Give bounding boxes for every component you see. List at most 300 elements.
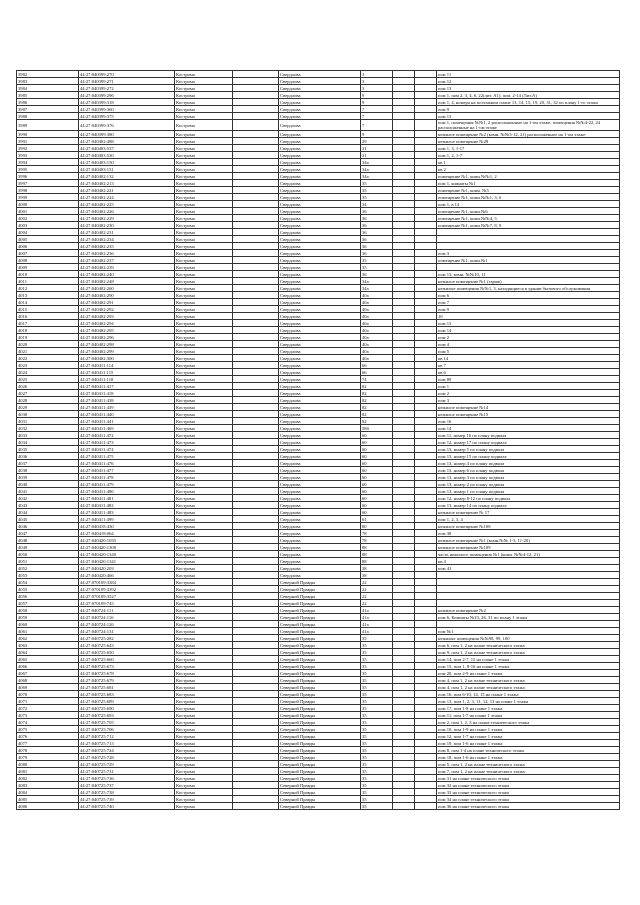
table-row bbox=[17, 131, 620, 138]
district-cell bbox=[233, 313, 279, 320]
street-cell: Северной Правды bbox=[279, 593, 361, 600]
premises-description-cell: пом №1 bbox=[437, 628, 620, 635]
cadastral-number-cell: 44:27:040402:226 bbox=[79, 208, 175, 215]
city-cell: Кострома bbox=[175, 565, 233, 572]
premises-description-cell: пом 2, пом 1, 2, 3 на плане технического этажа bbox=[437, 719, 620, 726]
building-cell bbox=[393, 495, 415, 502]
premises-description-cell: нежилое помещение №2 bbox=[437, 607, 620, 614]
table-row bbox=[17, 257, 620, 264]
street-cell: Свердлова bbox=[279, 530, 361, 537]
row-number-cell: 3993 bbox=[17, 152, 79, 159]
letter-cell bbox=[415, 789, 437, 796]
district-cell bbox=[233, 250, 279, 257]
row-number-cell: 4004 bbox=[17, 229, 79, 236]
house-number-cell: 78 bbox=[361, 537, 393, 544]
street-cell: Северной Правды bbox=[279, 698, 361, 705]
table-row bbox=[17, 460, 620, 467]
premises-description-cell: пом 32 на плане технического этажа bbox=[437, 782, 620, 789]
cadastral-number-cell: 44:27:040725:650 bbox=[79, 649, 175, 656]
street-cell: Северной Правды bbox=[279, 712, 361, 719]
letter-cell bbox=[415, 579, 437, 586]
house-number-cell: 82 bbox=[361, 397, 393, 404]
building-cell bbox=[393, 299, 415, 306]
building-cell bbox=[393, 446, 415, 453]
cadastral-number-cell: 44:27:040725:706 bbox=[79, 726, 175, 733]
building-cell bbox=[393, 670, 415, 677]
cadastral-number-cell: 44:27:040399:270 bbox=[79, 71, 175, 78]
letter-cell bbox=[415, 530, 437, 537]
row-number-cell: 4029 bbox=[17, 404, 79, 411]
row-number-cell: 4012 bbox=[17, 285, 79, 292]
street-cell: Свердлова bbox=[279, 180, 361, 187]
building-cell bbox=[393, 544, 415, 551]
letter-cell bbox=[415, 348, 437, 355]
house-number-cell: 66 bbox=[361, 362, 393, 369]
row-number-cell: 4036 bbox=[17, 453, 79, 460]
cadastral-number-cell: 44:27:040402:236 bbox=[79, 250, 175, 257]
row-number-cell: 4070 bbox=[17, 691, 79, 698]
cadastral-number-cell: 44:27:040399:380 bbox=[79, 131, 175, 138]
cadastral-number-cell: 44:27:040420:1300 bbox=[79, 544, 175, 551]
letter-cell bbox=[415, 649, 437, 656]
cadastral-number-cell: 44:27:040399:318 bbox=[79, 99, 175, 106]
row-number-cell: 4040 bbox=[17, 481, 79, 488]
street-cell: Свердлова bbox=[279, 152, 361, 159]
row-number-cell: 4064 bbox=[17, 649, 79, 656]
street-cell: Свердлова bbox=[279, 187, 361, 194]
cadastral-number-cell: 44:27:040725:737 bbox=[79, 782, 175, 789]
street-cell: Свердлова bbox=[279, 229, 361, 236]
house-number-cell: 35 bbox=[361, 187, 393, 194]
premises-description-cell: нежилое помещение №108 bbox=[437, 523, 620, 530]
premises-description-cell: пом 17, пом 1-8 на плане 1 этажа bbox=[437, 705, 620, 712]
cadastral-number-cell: 44:27:040411:499 bbox=[79, 516, 175, 523]
table-row bbox=[17, 320, 620, 327]
city-cell: Кострома bbox=[175, 670, 233, 677]
row-number-cell: 4051 bbox=[17, 558, 79, 565]
cadastral-number-cell: 44:27:040725:689 bbox=[79, 698, 175, 705]
table-row bbox=[17, 152, 620, 159]
city-cell: Кострома bbox=[175, 131, 233, 138]
row-number-cell: 4015 bbox=[17, 306, 79, 313]
letter-cell bbox=[415, 747, 437, 754]
premises-description-cell: нежилые помещения №№1, 3, находящиеся в здании бытового обслуживания bbox=[437, 285, 620, 292]
table-row bbox=[17, 369, 620, 376]
city-cell: Кострома bbox=[175, 502, 233, 509]
cadastral-number-cell: 44:27:040399:296 bbox=[79, 92, 175, 99]
premises-description-cell: пом 31 на плане технического этажа bbox=[437, 775, 620, 782]
district-cell bbox=[233, 684, 279, 691]
district-cell bbox=[233, 264, 279, 271]
table-row bbox=[17, 516, 620, 523]
table-row bbox=[17, 740, 620, 747]
cadastral-number-cell: 44:27:040418:064 bbox=[79, 530, 175, 537]
city-cell: Кострома bbox=[175, 264, 233, 271]
street-cell: Свердлова bbox=[279, 71, 361, 78]
street-cell: Свердлова bbox=[279, 537, 361, 544]
cadastral-number-cell: 44:27:040725:683 bbox=[79, 691, 175, 698]
letter-cell bbox=[415, 313, 437, 320]
premises-description-cell: 10 bbox=[437, 313, 620, 320]
row-number-cell: 3987 bbox=[17, 106, 79, 113]
district-cell bbox=[233, 733, 279, 740]
building-cell bbox=[393, 113, 415, 120]
house-number-cell: 34а bbox=[361, 173, 393, 180]
row-number-cell: 4010 bbox=[17, 271, 79, 278]
house-number-cell: 3 bbox=[361, 78, 393, 85]
row-number-cell: 4009 bbox=[17, 264, 79, 271]
letter-cell bbox=[415, 600, 437, 607]
row-number-cell: 3986 bbox=[17, 99, 79, 106]
premises-description-cell bbox=[437, 229, 620, 236]
street-cell: Свердлова bbox=[279, 85, 361, 92]
building-cell bbox=[393, 796, 415, 803]
premises-description-cell: нежилое помещение №109 bbox=[437, 544, 620, 551]
district-cell bbox=[233, 670, 279, 677]
row-number-cell: 4007 bbox=[17, 250, 79, 257]
table-row bbox=[17, 390, 620, 397]
building-cell bbox=[393, 656, 415, 663]
building-cell bbox=[393, 761, 415, 768]
premises-description-cell: пом 4 bbox=[437, 341, 620, 348]
street-cell: Свердлова bbox=[279, 544, 361, 551]
street-cell: Свердлова bbox=[279, 166, 361, 173]
letter-cell bbox=[415, 677, 437, 684]
row-number-cell: 4079 bbox=[17, 754, 79, 761]
city-cell: Кострома bbox=[175, 621, 233, 628]
table-row bbox=[17, 607, 620, 614]
building-cell bbox=[393, 194, 415, 201]
row-number-cell: 3998 bbox=[17, 187, 79, 194]
premises-description-cell: пом 13, номер 14 по плану подвала bbox=[437, 502, 620, 509]
street-cell: Свердлова bbox=[279, 362, 361, 369]
district-cell bbox=[233, 775, 279, 782]
letter-cell bbox=[415, 383, 437, 390]
table-row bbox=[17, 404, 620, 411]
letter-cell bbox=[415, 99, 437, 106]
table-row bbox=[17, 383, 620, 390]
row-number-cell: 4081 bbox=[17, 768, 79, 775]
cadastral-number-cell: 44:27:040411:481 bbox=[79, 495, 175, 502]
letter-cell bbox=[415, 768, 437, 775]
row-number-cell: 4067 bbox=[17, 670, 79, 677]
letter-cell bbox=[415, 355, 437, 362]
city-cell: Кострома bbox=[175, 530, 233, 537]
city-cell: Кострома bbox=[175, 355, 233, 362]
building-cell bbox=[393, 173, 415, 180]
letter-cell bbox=[415, 85, 437, 92]
street-cell: Свердлова bbox=[279, 341, 361, 348]
house-number-cell: 3 bbox=[361, 71, 393, 78]
row-number-cell: 4048 bbox=[17, 537, 79, 544]
table-row bbox=[17, 684, 620, 691]
table-row bbox=[17, 113, 620, 120]
letter-cell bbox=[415, 376, 437, 383]
street-cell: Северной Правды bbox=[279, 663, 361, 670]
city-cell: Кострома bbox=[175, 369, 233, 376]
house-number-cell: 7 bbox=[361, 106, 393, 113]
premises-description-cell bbox=[437, 600, 620, 607]
cadastral-number-cell: 44:27:040725:690 bbox=[79, 705, 175, 712]
cadastral-number-cell: 44:27:040402:237 bbox=[79, 257, 175, 264]
table-row bbox=[17, 138, 620, 145]
street-cell: Свердлова bbox=[279, 78, 361, 85]
district-cell bbox=[233, 404, 279, 411]
table-row bbox=[17, 229, 620, 236]
street-cell: Северной Правды bbox=[279, 670, 361, 677]
building-cell bbox=[393, 712, 415, 719]
premises-description-cell: часть нежилого помещения №1 (комн. №№4-12, 21) bbox=[437, 551, 620, 558]
house-number-cell: 22 bbox=[361, 600, 393, 607]
building-cell bbox=[393, 754, 415, 761]
city-cell: Кострома bbox=[175, 572, 233, 579]
district-cell bbox=[233, 460, 279, 467]
row-number-cell: 4065 bbox=[17, 656, 79, 663]
row-number-cell: 4083 bbox=[17, 782, 79, 789]
premises-description-cell: нежилые помещения №№98, 99, 100 bbox=[437, 635, 620, 642]
building-cell bbox=[393, 747, 415, 754]
house-number-cell: 36 bbox=[361, 271, 393, 278]
premises-description-cell: пом 2 bbox=[437, 390, 620, 397]
city-cell: Кострома bbox=[175, 768, 233, 775]
district-cell bbox=[233, 229, 279, 236]
premises-description-cell: пом 19, пом 1-6 на плане 1 этажа bbox=[437, 740, 620, 747]
street-cell: Северной Правды bbox=[279, 579, 361, 586]
letter-cell bbox=[415, 264, 437, 271]
row-number-cell: 4001 bbox=[17, 208, 79, 215]
building-cell bbox=[393, 355, 415, 362]
house-number-cell: 60 bbox=[361, 460, 393, 467]
row-number-cell: 4047 bbox=[17, 530, 79, 537]
building-cell bbox=[393, 628, 415, 635]
table-row bbox=[17, 649, 620, 656]
city-cell: Кострома bbox=[175, 726, 233, 733]
district-cell bbox=[233, 222, 279, 229]
table-row bbox=[17, 376, 620, 383]
city-cell: Кострома bbox=[175, 145, 233, 152]
building-cell bbox=[393, 705, 415, 712]
premises-description-cell: пом 13 bbox=[437, 320, 620, 327]
letter-cell bbox=[415, 712, 437, 719]
city-cell: Кострома bbox=[175, 586, 233, 593]
city-cell: Кострома bbox=[175, 334, 233, 341]
table-row bbox=[17, 789, 620, 796]
letter-cell bbox=[415, 460, 437, 467]
city-cell: Кострома bbox=[175, 607, 233, 614]
street-cell: Свердлова bbox=[279, 313, 361, 320]
street-cell: Свердлова bbox=[279, 99, 361, 106]
row-number-cell: 4058 bbox=[17, 607, 79, 614]
street-cell: Свердлова bbox=[279, 215, 361, 222]
letter-cell bbox=[415, 404, 437, 411]
table-row bbox=[17, 698, 620, 705]
row-number-cell: 4061 bbox=[17, 628, 79, 635]
row-number-cell: 4008 bbox=[17, 257, 79, 264]
building-cell bbox=[393, 278, 415, 285]
district-cell bbox=[233, 397, 279, 404]
district-cell bbox=[233, 334, 279, 341]
building-cell bbox=[393, 572, 415, 579]
building-cell bbox=[393, 698, 415, 705]
house-number-cell: 40а bbox=[361, 327, 393, 334]
house-number-cell: 82 bbox=[361, 383, 393, 390]
letter-cell bbox=[415, 159, 437, 166]
house-number-cell: 35 bbox=[361, 642, 393, 649]
building-cell bbox=[393, 99, 415, 106]
table-row bbox=[17, 747, 620, 754]
letter-cell bbox=[415, 208, 437, 215]
district-cell bbox=[233, 152, 279, 159]
city-cell: Кострома bbox=[175, 152, 233, 159]
city-cell: Кострома bbox=[175, 320, 233, 327]
table-row bbox=[17, 341, 620, 348]
row-number-cell: 4052 bbox=[17, 565, 79, 572]
building-cell bbox=[393, 558, 415, 565]
district-cell bbox=[233, 390, 279, 397]
street-cell: Северной Правды bbox=[279, 586, 361, 593]
letter-cell bbox=[415, 390, 437, 397]
cadastral-number-cell: 44:27:040399:376 bbox=[79, 120, 175, 131]
table-row bbox=[17, 159, 620, 166]
street-cell: Северной Правды bbox=[279, 600, 361, 607]
row-number-cell: 4060 bbox=[17, 621, 79, 628]
city-cell: Кострома bbox=[175, 698, 233, 705]
cadastral-number-cell: 44:27:040399:360 bbox=[79, 106, 175, 113]
cadastral-number-cell: 44:27:040411:438 bbox=[79, 397, 175, 404]
city-cell: Кострома bbox=[175, 579, 233, 586]
row-number-cell: 3988 bbox=[17, 113, 79, 120]
table-row bbox=[17, 425, 620, 432]
building-cell bbox=[393, 593, 415, 600]
row-number-cell: 4000 bbox=[17, 201, 79, 208]
house-number-cell: 82 bbox=[361, 418, 393, 425]
house-number-cell: 22 bbox=[361, 593, 393, 600]
street-cell: Северной Правды bbox=[279, 754, 361, 761]
city-cell: Кострома bbox=[175, 614, 233, 621]
table-row bbox=[17, 628, 620, 635]
premises-description-cell: пом 13, номер 4 по плану подвала bbox=[437, 460, 620, 467]
row-number-cell: 4050 bbox=[17, 551, 79, 558]
city-cell: Кострома bbox=[175, 159, 233, 166]
street-cell: Свердлова bbox=[279, 208, 361, 215]
street-cell: Свердлова bbox=[279, 257, 361, 264]
table-row bbox=[17, 670, 620, 677]
cadastral-number-cell: 44:27:040411:118 bbox=[79, 376, 175, 383]
premises-description-cell: пом 11, пом 1-7 на плане 1 этажа bbox=[437, 712, 620, 719]
building-cell bbox=[393, 782, 415, 789]
premises-description-cell: пом 2 bbox=[437, 334, 620, 341]
street-cell: Свердлова bbox=[279, 292, 361, 299]
street-cell: Свердлова bbox=[279, 327, 361, 334]
table-row bbox=[17, 754, 620, 761]
letter-cell bbox=[415, 418, 437, 425]
premises-description-cell: пом 34 на плане технического этажа bbox=[437, 796, 620, 803]
city-cell: Кострома bbox=[175, 341, 233, 348]
building-cell bbox=[393, 250, 415, 257]
table-row bbox=[17, 768, 620, 775]
cadastral-number-cell: 44:27:040725:738 bbox=[79, 789, 175, 796]
cadastral-number-cell: 44:27:040402:240 bbox=[79, 271, 175, 278]
letter-cell bbox=[415, 565, 437, 572]
building-cell bbox=[393, 677, 415, 684]
cadastral-number-cell: 44:27:040403:530 bbox=[79, 152, 175, 159]
cadastral-number-cell: 44:27:040411:475 bbox=[79, 453, 175, 460]
house-number-cell: 34а bbox=[361, 166, 393, 173]
letter-cell bbox=[415, 719, 437, 726]
premises-description-cell: пом 15, пом 1, 8-16 на плане 1 этажа bbox=[437, 663, 620, 670]
district-cell bbox=[233, 726, 279, 733]
premises-description-cell: нежилое помещение №28 bbox=[437, 138, 620, 145]
row-number-cell: 3989 bbox=[17, 120, 79, 131]
district-cell bbox=[233, 516, 279, 523]
row-number-cell: 4039 bbox=[17, 474, 79, 481]
house-number-cell: 31 bbox=[361, 145, 393, 152]
building-cell bbox=[393, 334, 415, 341]
row-number-cell: 4078 bbox=[17, 747, 79, 754]
cadastral-number-cell: 44:27:040725:736 bbox=[79, 775, 175, 782]
row-number-cell: 4027 bbox=[17, 390, 79, 397]
building-cell bbox=[393, 740, 415, 747]
city-cell: Кострома bbox=[175, 600, 233, 607]
letter-cell bbox=[415, 411, 437, 418]
house-number-cell: 41а bbox=[361, 614, 393, 621]
building-cell bbox=[393, 187, 415, 194]
cadastral-number-cell: 44:27:040725:740 bbox=[79, 803, 175, 810]
premises-description-cell: пом 36 на плане технического этажа bbox=[437, 803, 620, 810]
premises-description-cell: пом 1, пом 2, 3, 4, 6, 22(лит. А1), пом. 2-14 (Лит.А) bbox=[437, 92, 620, 99]
building-cell bbox=[393, 152, 415, 159]
district-cell bbox=[233, 488, 279, 495]
city-cell: Кострома bbox=[175, 782, 233, 789]
house-number-cell: 35 bbox=[361, 761, 393, 768]
district-cell bbox=[233, 572, 279, 579]
house-number-cell: 36 bbox=[361, 236, 393, 243]
street-cell: Свердлова bbox=[279, 516, 361, 523]
building-cell bbox=[393, 390, 415, 397]
premises-description-cell: кв 2 bbox=[437, 166, 620, 173]
row-number-cell: 3990 bbox=[17, 131, 79, 138]
building-cell bbox=[393, 775, 415, 782]
cadastral-number-cell: 44:27:040725:679 bbox=[79, 677, 175, 684]
house-number-cell: 80 bbox=[361, 523, 393, 530]
row-number-cell: 4053 bbox=[17, 572, 79, 579]
city-cell: Кострома bbox=[175, 78, 233, 85]
table-row bbox=[17, 285, 620, 292]
building-cell bbox=[393, 404, 415, 411]
district-cell bbox=[233, 201, 279, 208]
city-cell: Кострома bbox=[175, 439, 233, 446]
street-cell: Свердлова bbox=[279, 383, 361, 390]
letter-cell bbox=[415, 635, 437, 642]
row-number-cell: 3995 bbox=[17, 166, 79, 173]
house-number-cell: 35 bbox=[361, 775, 393, 782]
row-number-cell: 4049 bbox=[17, 544, 79, 551]
premises-description-cell: пом 13 bbox=[437, 85, 620, 92]
house-number-cell: 35 bbox=[361, 712, 393, 719]
cadastral-number-cell: 44:27:040725:731 bbox=[79, 768, 175, 775]
table-row bbox=[17, 306, 620, 313]
district-cell bbox=[233, 278, 279, 285]
letter-cell bbox=[415, 446, 437, 453]
building-cell bbox=[393, 85, 415, 92]
city-cell: Кострома bbox=[175, 719, 233, 726]
table-row bbox=[17, 243, 620, 250]
letter-cell bbox=[415, 782, 437, 789]
table-row bbox=[17, 579, 620, 586]
city-cell: Кострома bbox=[175, 747, 233, 754]
row-number-cell: 4003 bbox=[17, 222, 79, 229]
premises-description-cell bbox=[437, 572, 620, 579]
